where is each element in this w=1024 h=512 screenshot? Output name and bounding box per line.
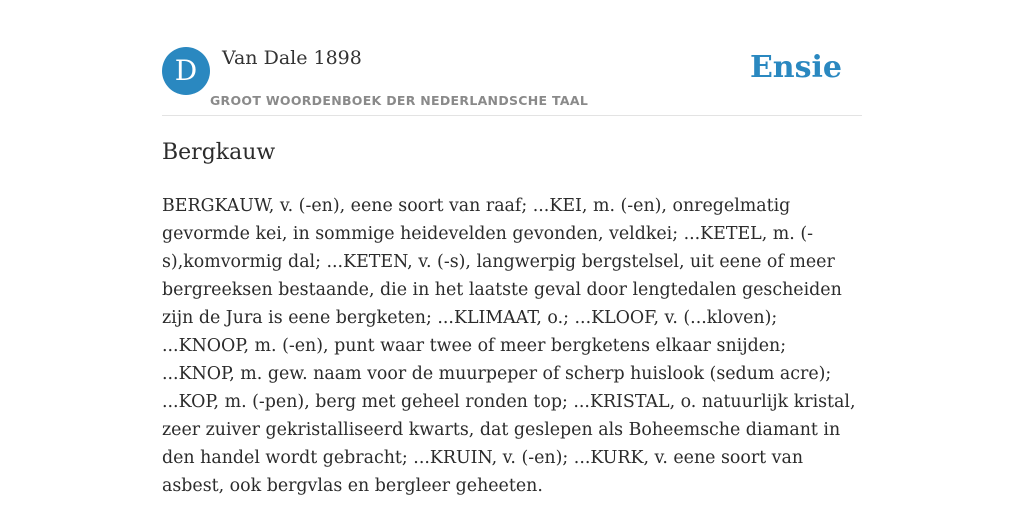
source-subtitle: GROOT WOORDENBOEK DER NEDERLANDSCHE TAAL bbox=[210, 93, 589, 108]
entry-body: BERGKAUW, v. (-en), eene soort van raaf; ...KEI, m. (-en), onregelmatig gevormde kei, in sommige heidevelden gevonden, veldkei; ...KETEL, m. (-s),komvormig dal; ...KETEN, v. (-s), langwerpig bergstelsel, uit eene of meer bergreeksen bestaande, die in het laatste geval door lengtedalen gescheiden zijn de Jura is eene bergketen; ...KLIMAAT, o.; ...KLOOF, v. (...kloven); ...KNOOP, m. (-en), punt waar twee of meer bergketens elkaar snijden; ...KNOP, m. gew. naam voor de muurpeper of scherp huislook (sedum acre); ...KOP, m. (-pen), berg met geheel ronden top; ...KRISTAL, o. natuurlijk kristal, zeer zuiver gekristalliseerd kwarts, dat geslepen als Boheemsche diamant in den handel wordt gebracht; ...KRUIN, v. (-en); ...KURK, v. eene soort van asbest, ook bergvlas en bergleer geheeten. bbox=[162, 196, 856, 496]
source-avatar[interactable]: D bbox=[162, 47, 210, 95]
entry-title: Bergkauw bbox=[162, 140, 276, 165]
source-header bbox=[162, 46, 862, 116]
header-divider bbox=[162, 115, 862, 116]
source-title[interactable]: Van Dale 1898 bbox=[222, 47, 362, 69]
brand-logo[interactable]: Ensie bbox=[749, 50, 842, 85]
